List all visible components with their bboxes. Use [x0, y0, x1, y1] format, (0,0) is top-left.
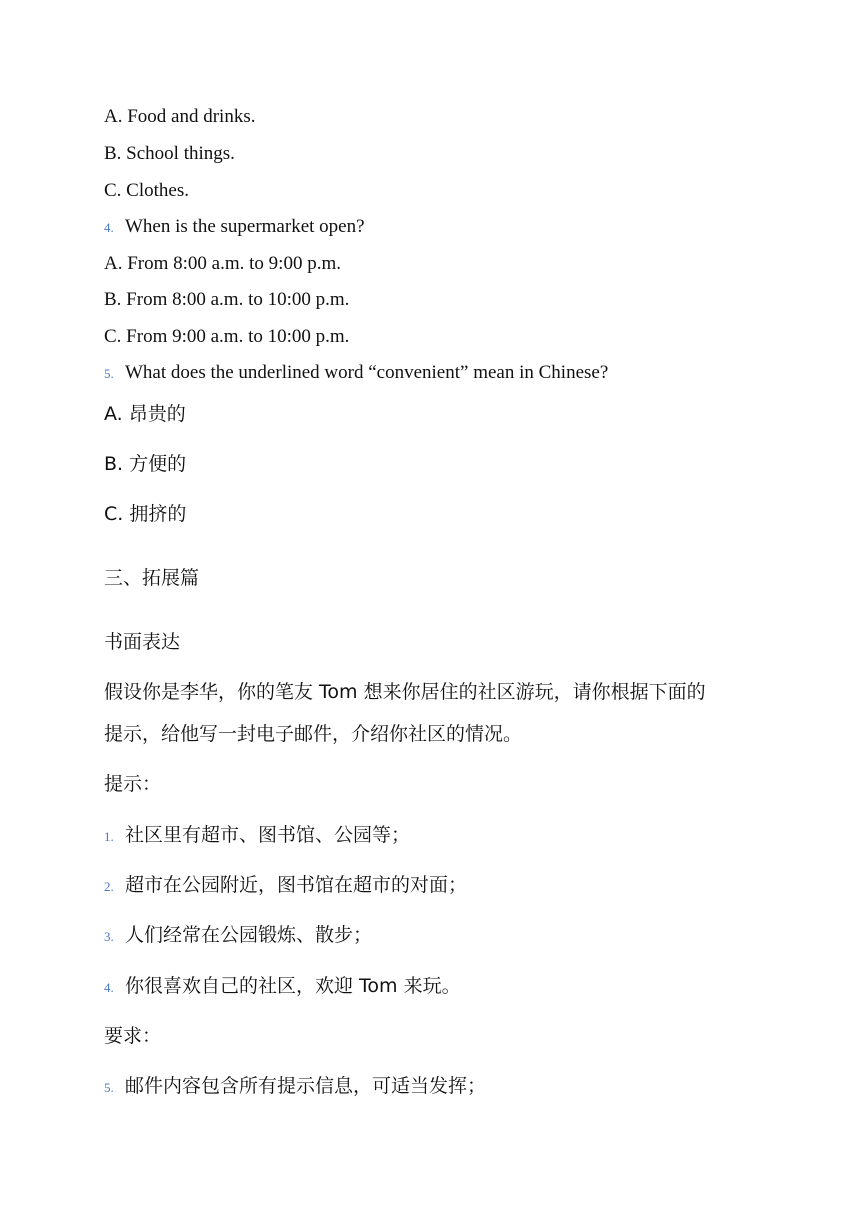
q4-option-c: C. From 9:00 a.m. to 10:00 p.m.	[104, 326, 350, 347]
hint-text: 人们经常在公园锻炼、散步；	[125, 924, 373, 946]
hint-item	[104, 926, 372, 945]
hint-number: 2.	[104, 879, 114, 894]
hint-item	[104, 826, 410, 845]
q5-option-b: B. 方便的	[104, 453, 187, 475]
hint-text: 社区里有超市、图书馆、公园等；	[125, 824, 411, 846]
q3-option-c: C. Clothes.	[104, 180, 189, 201]
hint-item	[104, 876, 467, 895]
q3-option-b: B. School things.	[104, 143, 235, 164]
question-text: What does the underlined word “convenient” mean in Chinese?	[125, 362, 609, 383]
question-4	[104, 217, 365, 236]
requirement-number: 5.	[104, 1080, 114, 1095]
section-title: 三、拓展篇	[104, 567, 200, 589]
prompt-line-1: 假设你是李华，你的笔友 Tom 想来你居住的社区游玩，请你根据下面的	[104, 681, 706, 703]
question-number: 5.	[104, 366, 114, 381]
q4-option-b: B. From 8:00 a.m. to 10:00 p.m.	[104, 289, 350, 310]
hint-text: 你很喜欢自己的社区，欢迎 Tom 来玩。	[125, 975, 461, 997]
question-5	[104, 363, 608, 382]
q5-option-c: C. 拥挤的	[104, 503, 187, 525]
requirement-text: 邮件内容包含所有提示信息，可适当发挥；	[125, 1075, 487, 1097]
hint-text: 超市在公园附近，图书馆在超市的对面；	[125, 874, 468, 896]
question-text: When is the supermarket open?	[125, 216, 365, 237]
hint-number: 1.	[104, 829, 114, 844]
hints-label: 提示：	[104, 773, 162, 795]
subsection-title: 书面表达	[104, 631, 181, 653]
q5-option-a: A. 昂贵的	[104, 403, 186, 425]
hint-item	[104, 977, 461, 996]
q3-option-a: A. Food and drinks.	[104, 106, 256, 127]
requirement-item	[104, 1077, 486, 1096]
q4-option-a: A. From 8:00 a.m. to 9:00 p.m.	[104, 253, 341, 274]
question-number: 4.	[104, 220, 114, 235]
hint-number: 4.	[104, 980, 114, 995]
requirements-label: 要求：	[104, 1025, 162, 1047]
hint-number: 3.	[104, 929, 114, 944]
prompt-line-2: 提示，给他写一封电子邮件，介绍你社区的情况。	[104, 723, 523, 745]
